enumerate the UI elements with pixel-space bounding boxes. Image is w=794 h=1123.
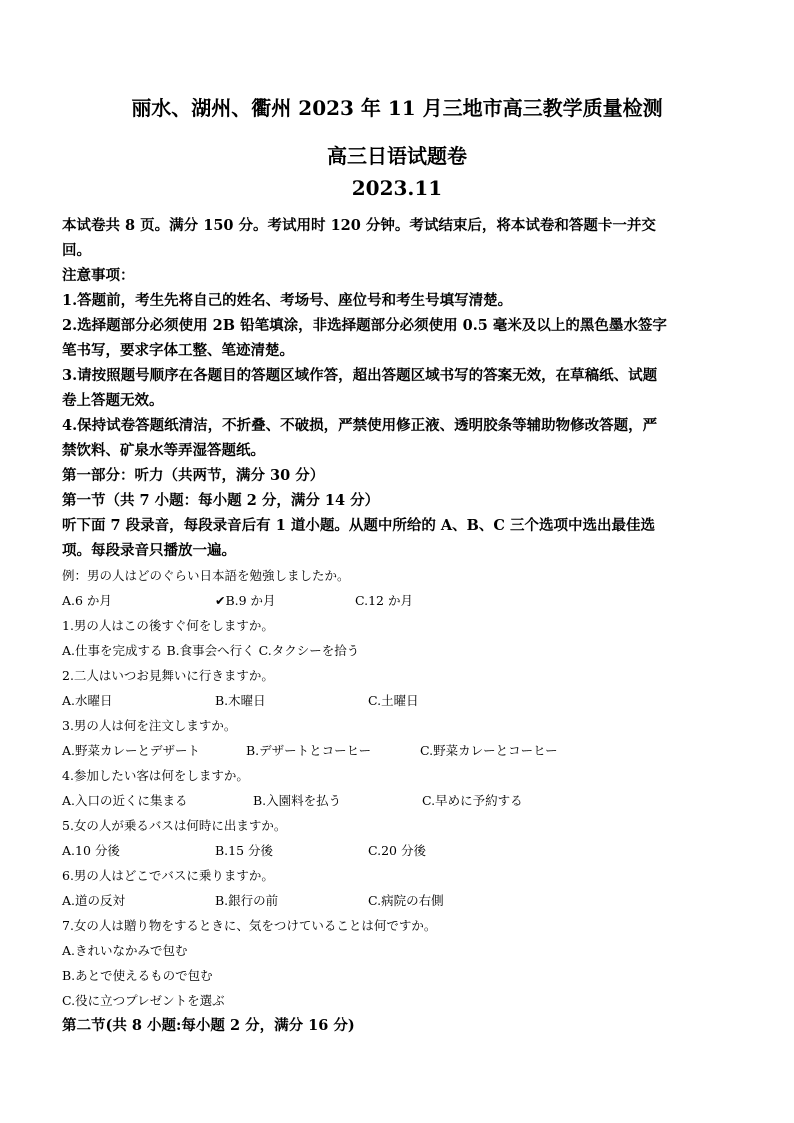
question-5-options: [62, 838, 732, 863]
option-c: C.役に立つプレゼントを選ぶ: [62, 993, 225, 1008]
note-item: 3.请按照题号顺序在各题目的答题区域作答，超出答题区域书写的答案无效，在草稿纸、试题: [62, 367, 658, 384]
question-4-options: [62, 788, 732, 813]
part-heading: 第一部分：听力（共两节，满分 30 分）: [62, 467, 325, 484]
section-heading: 第一节（共 7 小题：每小题 2 分，满分 14 分）: [62, 492, 380, 509]
instruction-line: 听下面 7 段录音，每段录音后有 1 道小题。从题中所给的 A、B、C 三个选项中选出最佳选: [62, 517, 656, 534]
option-b: B.あとで使えるもので包む: [62, 968, 213, 983]
option-b: B.デザートとコーヒー: [246, 743, 372, 758]
option-a: A.道の反対: [62, 893, 126, 908]
example-question: 例：男の人はどのぐらい日本語を勉強しましたか。: [62, 568, 350, 583]
question-5: 5.女の人が乗るバスは何時に出ますか。: [62, 818, 287, 833]
option-a: A.入口の近くに集まる: [62, 793, 188, 808]
question-1: 1.男の人はこの後すぐ何をしますか。: [62, 618, 274, 633]
note-item: 卷上答题无效。: [62, 392, 164, 409]
question-6: 6.男の人はどこでバスに乗りますか。: [62, 868, 274, 883]
intro-line: 回。: [62, 242, 91, 259]
question-6-options: [62, 888, 732, 913]
note-item: 1.答题前，考生先将自己的姓名、考场号、座位号和考生号填写清楚。: [62, 292, 513, 309]
exam-date: 2023.11: [351, 176, 443, 200]
option-c: C.土曜日: [368, 693, 419, 708]
example-options: [62, 588, 732, 613]
option-c: C.病院の右側: [368, 893, 444, 908]
section-heading: 第二节(共 8 小题:每小题 2 分，满分 16 分): [62, 1017, 355, 1034]
option-b: B.木曜日: [215, 693, 266, 708]
question-3: 3.男の人は何を注文しますか。: [62, 718, 237, 733]
question-7: 7.女の人は贈り物をするときに、気をつけていることは何ですか。: [62, 918, 437, 933]
note-item: 2.选择题部分必须使用 2B 铅笔填涂，非选择题部分必须使用 0.5 毫米及以上的黑色墨水签字: [62, 317, 667, 334]
option-b-correct: ✔B.9 か月: [215, 593, 276, 608]
option-c: C.12 か月: [355, 593, 413, 608]
option-a: A.10 分後: [62, 843, 120, 858]
exam-subtitle: 高三日语试题卷: [327, 144, 467, 168]
option-a: A.6 か月: [62, 593, 112, 608]
note-item: 笔书写，要求字体工整、笔迹清楚。: [62, 342, 294, 359]
option-c: C.野菜カレーとコーヒー: [420, 743, 558, 758]
option-a: A.野菜カレーとデザート: [62, 743, 201, 758]
question-1-options: A.仕事を完成する B.食事会へ行く C.タクシーを拾う: [62, 643, 360, 658]
question-4: 4.参加したい客は何をしますか。: [62, 768, 249, 783]
option-a: A.水曜日: [62, 693, 113, 708]
question-2-options: [62, 688, 732, 713]
question-2: 2.二人はいつお見舞いに行きますか。: [62, 668, 274, 683]
option-a: A.きれいなかみで包む: [62, 943, 188, 958]
instruction-line: 项。每段录音只播放一遍。: [62, 542, 236, 559]
note-item: 4.保持试卷答题纸清洁，不折叠、不破损，严禁使用修正液、透明胶条等辅助物修改答题，严: [62, 417, 658, 434]
note-item: 禁饮料、矿泉水等弄湿答题纸。: [62, 442, 265, 459]
exam-title: 丽水、湖州、衢州 2023 年 11 月三地市高三教学质量检测: [131, 96, 663, 120]
intro-line: 本试卷共 8 页。满分 150 分。考试用时 120 分钟。考试结束后，将本试卷和答题卡一并交: [62, 217, 656, 234]
option-c: C.20 分後: [368, 843, 426, 858]
exam-body: [62, 213, 732, 1038]
option-b: B.15 分後: [215, 843, 274, 858]
notes-heading: 注意事项：: [62, 267, 135, 284]
option-b: B.入園料を払う: [253, 793, 342, 808]
question-3-options: [62, 738, 732, 763]
option-c: C.早めに予約する: [422, 793, 523, 808]
option-b: B.銀行の前: [215, 893, 279, 908]
